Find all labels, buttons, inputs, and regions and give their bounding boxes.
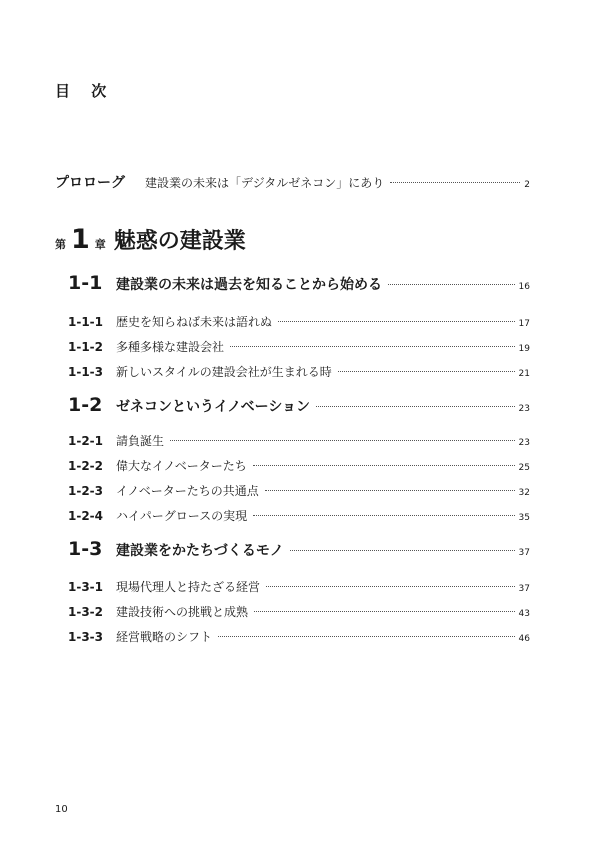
page-ref: 16 <box>518 282 530 292</box>
dot-leader <box>290 550 515 551</box>
subsection-title: 偉大なイノベーターたち <box>116 459 247 473</box>
toc-entry-subsection-1-1-3[interactable] <box>0 363 604 380</box>
subsection-title: 建設技術への挑戦と成熟 <box>116 605 249 619</box>
subsection-title: 経営戦略のシフト <box>116 630 213 644</box>
subsection-number: 1-1-3 <box>68 365 104 379</box>
subsection-title: 歴史を知らねば未来は語れぬ <box>116 315 273 329</box>
prologue-label: プロローグ <box>55 175 125 191</box>
section-number: 1-3 <box>68 538 103 560</box>
toc-entry-section-1-1[interactable] <box>0 272 604 294</box>
subsection-number: 1-3-3 <box>68 630 104 644</box>
subsection-title: 請負誕生 <box>116 434 165 448</box>
toc-entry-subsection-1-2-3[interactable] <box>0 482 604 499</box>
section-number: 1-2 <box>68 394 103 416</box>
dot-leader <box>265 490 515 491</box>
page-ref: 37 <box>518 548 530 558</box>
dot-leader <box>388 284 515 285</box>
toc-entry-section-1-3[interactable] <box>0 538 604 560</box>
prologue-title: 建設業の未来は「デジタルゼネコン」にあり <box>145 176 385 190</box>
subsection-number: 1-2-4 <box>68 509 104 523</box>
subsection-number: 1-2-3 <box>68 484 104 498</box>
dot-leader <box>230 346 515 347</box>
page-ref: 43 <box>518 609 530 619</box>
subsection-number: 1-1-1 <box>68 315 104 329</box>
dot-leader <box>254 611 515 612</box>
chapter-title: 魅惑の建設業 <box>113 229 246 254</box>
toc-entry-subsection-1-2-2[interactable] <box>0 457 604 474</box>
subsection-title: 新しいスタイルの建設会社が生まれる時 <box>116 365 332 379</box>
subsection-title: 多種多様な建設会社 <box>116 340 225 354</box>
page-ref: 23 <box>518 404 530 414</box>
section-title: 建設業をかたちづくるモノ <box>116 543 284 559</box>
subsection-number: 1-3-2 <box>68 605 104 619</box>
subsection-title: 現場代理人と持たざる経営 <box>116 580 261 594</box>
subsection-title: イノベーターたちの共通点 <box>116 484 259 498</box>
page-ref: 17 <box>518 319 530 329</box>
page-ref: 23 <box>518 438 530 448</box>
toc-entry-section-1-2[interactable] <box>0 394 604 416</box>
chapter-suffix: 章 <box>94 238 106 251</box>
chapter-heading[interactable] <box>55 224 246 255</box>
toc-entry-subsection-1-1-2[interactable] <box>0 338 604 355</box>
toc-entry-subsection-1-1-1[interactable] <box>0 313 604 330</box>
dot-leader <box>316 406 515 407</box>
toc-entry-subsection-1-3-1[interactable] <box>0 578 604 595</box>
subsection-number: 1-2-2 <box>68 459 104 473</box>
page-ref: 32 <box>518 488 530 498</box>
dot-leader <box>170 440 515 441</box>
subsection-number: 1-3-1 <box>68 580 104 594</box>
dot-leader <box>338 371 515 372</box>
page-ref: 46 <box>518 634 530 644</box>
toc-title: 目 次 <box>55 82 115 100</box>
page-ref: 37 <box>518 584 530 594</box>
dot-leader <box>266 586 515 587</box>
section-title: 建設業の未来は過去を知ることから始める <box>116 277 382 293</box>
dot-leader <box>253 515 514 516</box>
page-ref: 35 <box>518 513 530 523</box>
page-ref: 2 <box>524 180 530 190</box>
subsection-number: 1-2-1 <box>68 434 104 448</box>
dot-leader <box>278 321 515 322</box>
chapter-number: 1 <box>71 224 90 255</box>
page-ref: 25 <box>518 463 530 473</box>
dot-leader <box>390 182 520 183</box>
page-ref: 21 <box>518 369 530 379</box>
page-ref: 19 <box>518 344 530 354</box>
chapter-prefix: 第 <box>55 238 66 251</box>
section-number: 1-1 <box>68 272 103 294</box>
dot-leader <box>218 636 515 637</box>
page-number: 10 <box>55 804 68 815</box>
toc-entry-subsection-1-3-2[interactable] <box>0 603 604 620</box>
toc-entry-subsection-1-2-4[interactable] <box>0 507 604 524</box>
section-title: ゼネコンというイノベーション <box>116 399 311 415</box>
toc-entry-subsection-1-2-1[interactable] <box>0 432 604 449</box>
toc-entry-subsection-1-3-3[interactable] <box>0 628 604 645</box>
subsection-title: ハイパーグロースの実現 <box>116 509 248 523</box>
dot-leader <box>253 465 515 466</box>
toc-entry-prologue[interactable] <box>0 172 604 192</box>
subsection-number: 1-1-2 <box>68 340 104 354</box>
